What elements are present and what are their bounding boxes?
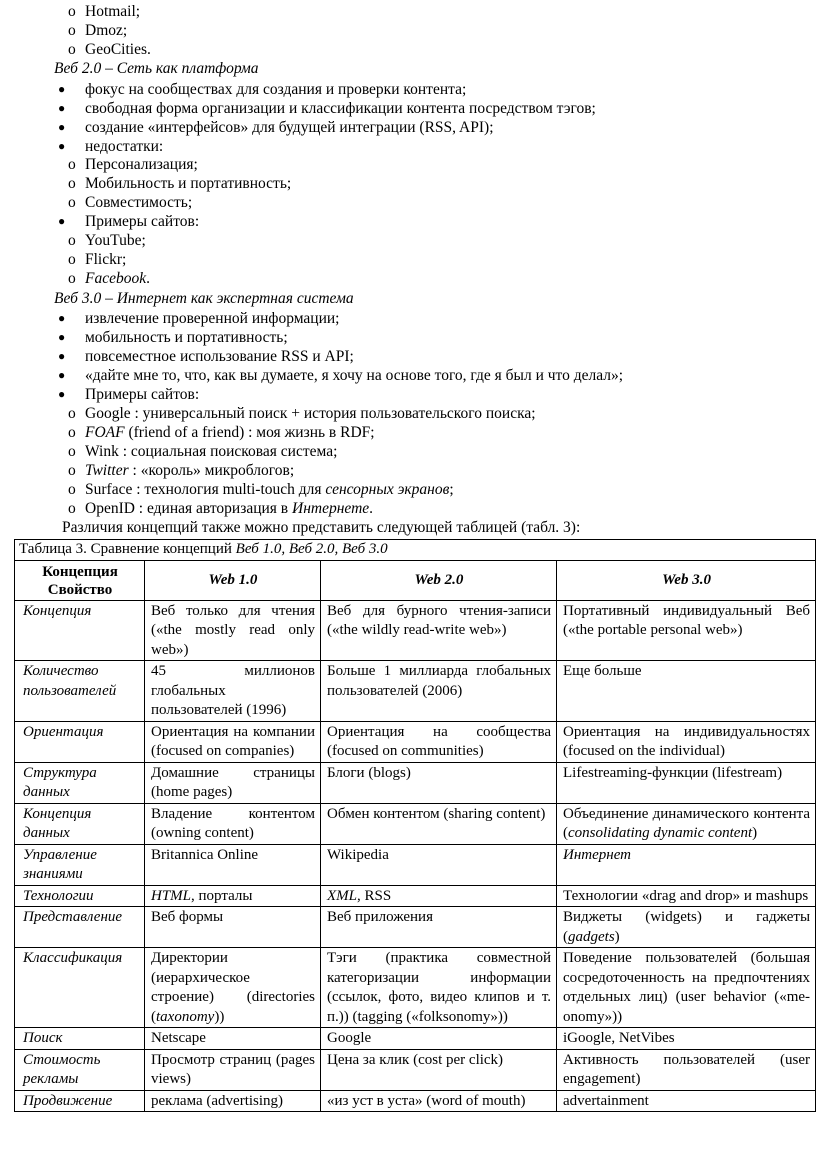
table-row: Количество пользователей 45 миллионов глобальных пользователей (1996) Больше 1 миллиарда глобальных пользователей (2006) Еще больше	[15, 661, 816, 722]
list-item: o Wink : социальная поисковая система;	[68, 443, 338, 460]
bullet-item: ● Примеры сайтов:	[58, 386, 200, 403]
table-row: Ориентация Ориентация на компании (focused on companies) Ориентация на сообщества (focused on communities) Ориентация на индивидуальностях (focused on the individual)	[15, 721, 816, 762]
bullet-item: ● создание «интерфейсов» для будущей интеграции (RSS, API);	[58, 119, 494, 136]
table-row: Концепция Веб только для чтения («the mostly read only web») Веб для бурного чтения-записи («the wildly read-write web») Портативный индивидуальный Веб («the portable personal web»)	[15, 600, 816, 661]
list-item: o Hotmail;	[68, 3, 141, 20]
bullet-item: ● фокус на сообществах для создания и проверки контента;	[58, 81, 467, 98]
list-item: o Flickr;	[68, 251, 127, 268]
header-web2: Web 2.0	[321, 560, 557, 600]
list-item: o Мобильность и портативность;	[68, 175, 292, 192]
bullet-item: ● Примеры сайтов:	[58, 213, 200, 230]
bullet-item: ● мобильность и портативность;	[58, 329, 288, 346]
bullet-item: ● «дайте мне то, что, как вы думаете, я хочу на основе того, где я был и что делал»;	[58, 367, 624, 384]
list-item: o GeoCities.	[68, 41, 151, 58]
section-heading-web2: Веб 2.0 – Сеть как платформа	[54, 60, 259, 77]
bullet-item: ● недостатки:	[58, 138, 164, 155]
list-item: o OpenID : единая авторизация в Интернете.	[68, 500, 374, 517]
table-cell: Директории (иерархическое строение) (directories (taxonomy))	[145, 948, 321, 1028]
section-heading-web3: Веб 3.0 – Интернет как экспертная система	[54, 290, 354, 307]
table-row: Стоимость рекламы Просмотр страниц (pages views) Цена за клик (cost per click) Активность пользователей (user engagement)	[15, 1049, 816, 1090]
list-item: o Facebook.	[68, 270, 150, 287]
list-item: o Google : универсальный поиск + история пользовательского поиска;	[68, 405, 536, 422]
list-item: o Surface : технология multi-touch для сенсорных экранов;	[68, 481, 454, 498]
header-web3: Web 3.0	[557, 560, 816, 600]
list-item: o YouTube;	[68, 232, 146, 249]
table-caption: Таблица 3. Сравнение концепций Веб 1.0, Веб 2.0, Веб 3.0	[15, 540, 816, 561]
table-cell: Виджеты (widgets) и гаджеты (gadgets)	[557, 907, 816, 948]
table-row: Концепция данных Владение контентом (owning content) Обмен контентом (sharing content) Объединение динамического контента (consolidating dynamic content)	[15, 803, 816, 844]
list-item: o Совместимость;	[68, 194, 193, 211]
table-row: Представление Веб формы Веб приложения Виджеты (widgets) и гаджеты (gadgets)	[15, 907, 816, 948]
table-cell: Интернет	[557, 844, 816, 885]
intro-paragraph: Различия концепций также можно представить следующей таблицей (табл. 3):	[62, 519, 581, 536]
header-web1: Web 1.0	[145, 560, 321, 600]
bullet-item: ● повсеместное использование RSS и API;	[58, 348, 354, 365]
table-row: Продвижение реклама (advertising) «из уст в уста» (word of mouth) advertainment	[15, 1090, 816, 1112]
table-row: Поиск Netscape Google iGoogle, NetVibes	[15, 1028, 816, 1050]
table-cell: XML, RSS	[321, 885, 557, 907]
table-cell: HTML, порталы	[145, 885, 321, 907]
table-cell: Объединение динамического контента (consolidating dynamic content)	[557, 803, 816, 844]
table-row: Технологии HTML, порталы XML, RSS Технологии «drag and drop» и mashups	[15, 885, 816, 907]
bullet-item: ● извлечение проверенной информации;	[58, 310, 340, 327]
list-item: o Персонализация;	[68, 156, 198, 173]
list-item: o FOAF (friend of a friend) : моя жизнь в RDF;	[68, 424, 375, 441]
table-row: Классификация Директории (иерархическое строение) (directories (taxonomy)) Тэги (практика совместной категоризации информации (ссылок, фото, видео клипов и т. п.)) (tagging («folksonomy»)) Поведение пользователей (большая сосредоточенность на предпочтениях отдельных лиц) (user behavior («me-onomy»))	[15, 948, 816, 1028]
comparison-table	[14, 539, 816, 1112]
list-item: o Dmoz;	[68, 22, 128, 39]
header-concept-property: Концепция Свойство	[15, 560, 145, 600]
table-row: Управление знаниями Britannica Online Wikipedia Интернет	[15, 844, 816, 885]
list-item: o Twitter : «король» микроблогов;	[68, 462, 295, 479]
table-row: Структура данных Домашние страницы (home pages) Блоги (blogs) Lifestreaming-функции (lifestream)	[15, 762, 816, 803]
bullet-item: ● свободная форма организации и классификации контента посредством тэгов;	[58, 100, 596, 117]
